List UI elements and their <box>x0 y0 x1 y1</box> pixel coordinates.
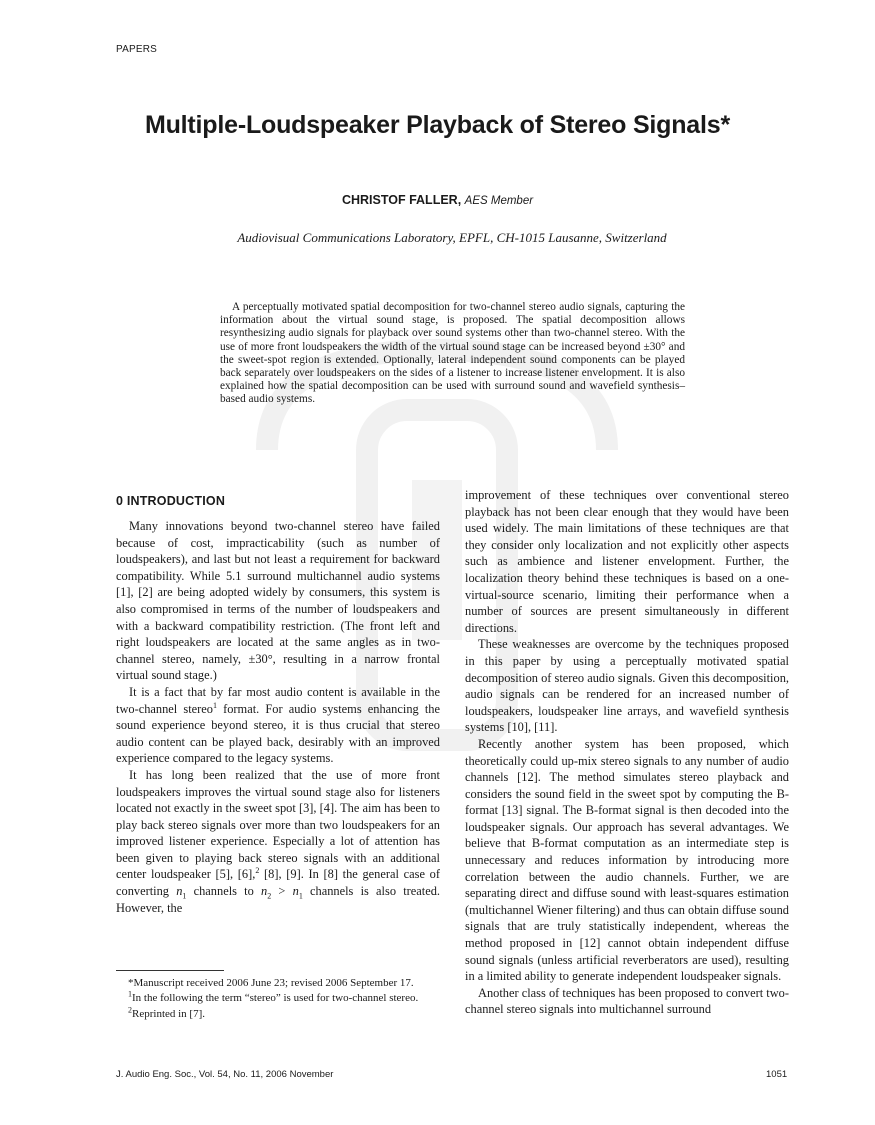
footnotes <box>116 976 440 1022</box>
paragraph: Another class of techniques has been proposed to convert two-channel stereo signals into multichannel surround <box>465 985 789 1017</box>
footnote: $^1$In the following the term “stereo” is used for two-channel stereo. <box>128 989 419 1005</box>
footnote: *Manuscript received 2006 June 23; revised 2006 September 17. <box>128 977 414 989</box>
paragraph: Recently another system has been proposed, which theoretically could up-mix stereo signals to any number of audio channels [12]. The method simulates stereo playback and considers the sound field in the sweet spot by computing the B-format [13] signal. The B-format signal is then decoded into the loudspeaker signals. Our approach has several advantages. We believe that B-format computation as an intermediate step is unnecessary and reduces information by introducing more correlation between the audio channels. Further, we are separating direct and diffuse sound with least-squares estimation (multichannel Wiener filtering) and thus can obtain diffuse sound signals that are truly statistically independent, whereas the method proposed in [12] cannot obtain independent diffuse sound signals (unless artificial reverberators are used), resulting in a limited ability to generate independent loudspeaker signals. <box>465 736 789 984</box>
footnote-marker: 1 <box>128 989 132 999</box>
left-column <box>116 490 440 916</box>
paragraph: It has long been realized that the use of more front loudspeakers improves the virtual sound stage also for listeners located not exactly in the sweet spot [3], [4]. The aim has been to play back stereo signals over more than two loudspeakers for an improved listener experience. Especially a lot of attention has been given to playing back stereo signals with an additional center loudspeaker [5], [6],$^2$ [8], [9]. In [8] the general case of converting $n_1$ channels to $n_2 > n_1$ channels is also treated. However, the <box>116 767 441 915</box>
abstract: A perceptually motivated spatial decomposition for two-channel stereo audio signals, capturing the information about the virtual sound stage, is proposed. The spatial decomposition allows resynthesizing audio signals for playback over sound systems other than two-channel stereo. With the use of more front loudspeakers the width of the virtual sound stage can be increased beyond ±30° and the sweet-spot region is extended. Optionally, lateral independent sound components can be played back separately over loudspeakers on the sides of a listener to increase listener envelopment. It is also explained how the spatial decomposition can be used with surround sound and wavefield synthesis–based audio systems. <box>220 301 685 406</box>
paragraph: These weaknesses are overcome by the techniques proposed in this paper by using a perceptually motivated spatial decomposition of stereo audio signals. Given this decomposition, audio signals can be rendered for an increased number of loudspeakers, loudspeaker line arrays, and wavefield synthesis systems [10], [11]. <box>465 637 789 735</box>
paper-title: Multiple-Loudspeaker Playback of Stereo Signals* <box>144 111 730 139</box>
right-column <box>465 487 789 1018</box>
footer-journal: J. Audio Eng. Soc., Vol. 54, No. 11, 2006 November <box>116 1069 334 1080</box>
footnote-marker: 2 <box>128 1004 132 1014</box>
paragraph: Many innovations beyond two-channel stereo have failed because of cost, impracticability (such as number of loudspeakers), and last but not least a requirement for backward compatibility. While 5.1 surround multichannel audio systems [1], [2] are being adopted widely by consumers, this system is also compromised in terms of the number of loudspeakers and with a backward compatibility restriction. (The front left and right loudspeakers are located at the same angles as in two-channel stereo, namely, ±30°, resulting in a narrow frontal virtual sound stage.) <box>116 519 440 683</box>
footnote-rule <box>116 970 224 971</box>
section-heading: 0 INTRODUCTION <box>116 494 226 508</box>
footnote-marker: 1 <box>212 700 217 710</box>
author-membership: AES Member <box>464 195 534 207</box>
author-line <box>0 193 875 207</box>
running-head: PAPERS <box>116 44 158 55</box>
page-number: 1051 <box>766 1069 788 1080</box>
footnote: $^2$Reprinted in [7]. <box>128 1004 206 1020</box>
paragraph: It is a fact that by far most audio content is available in the two-channel stereo$^1$ format. For audio systems enhancing the sound experience beyond stereo, it is thus crucial that stereo audio content can be played back, desirably with an improved experience compared to the legacy systems. <box>116 684 440 766</box>
affiliation: Audiovisual Communications Laboratory, EPFL, CH-1015 Lausanne, Switzerland <box>237 230 667 245</box>
paragraph: improvement of these techniques over conventional stereo playback has not been clear enough that they would have been used widely. The main limitations of these techniques are that they consider only localization and not explicitly other aspects such as ambience and listener envelopment. Further, the localization theory behind these techniques is based on a one-virtual-source scenario, limiting their performance when a number of sources are present simultaneously in different directions. <box>465 488 789 635</box>
author-name: CHRISTOF FALLER, <box>341 193 462 207</box>
footnote-marker: 2 <box>255 866 260 876</box>
